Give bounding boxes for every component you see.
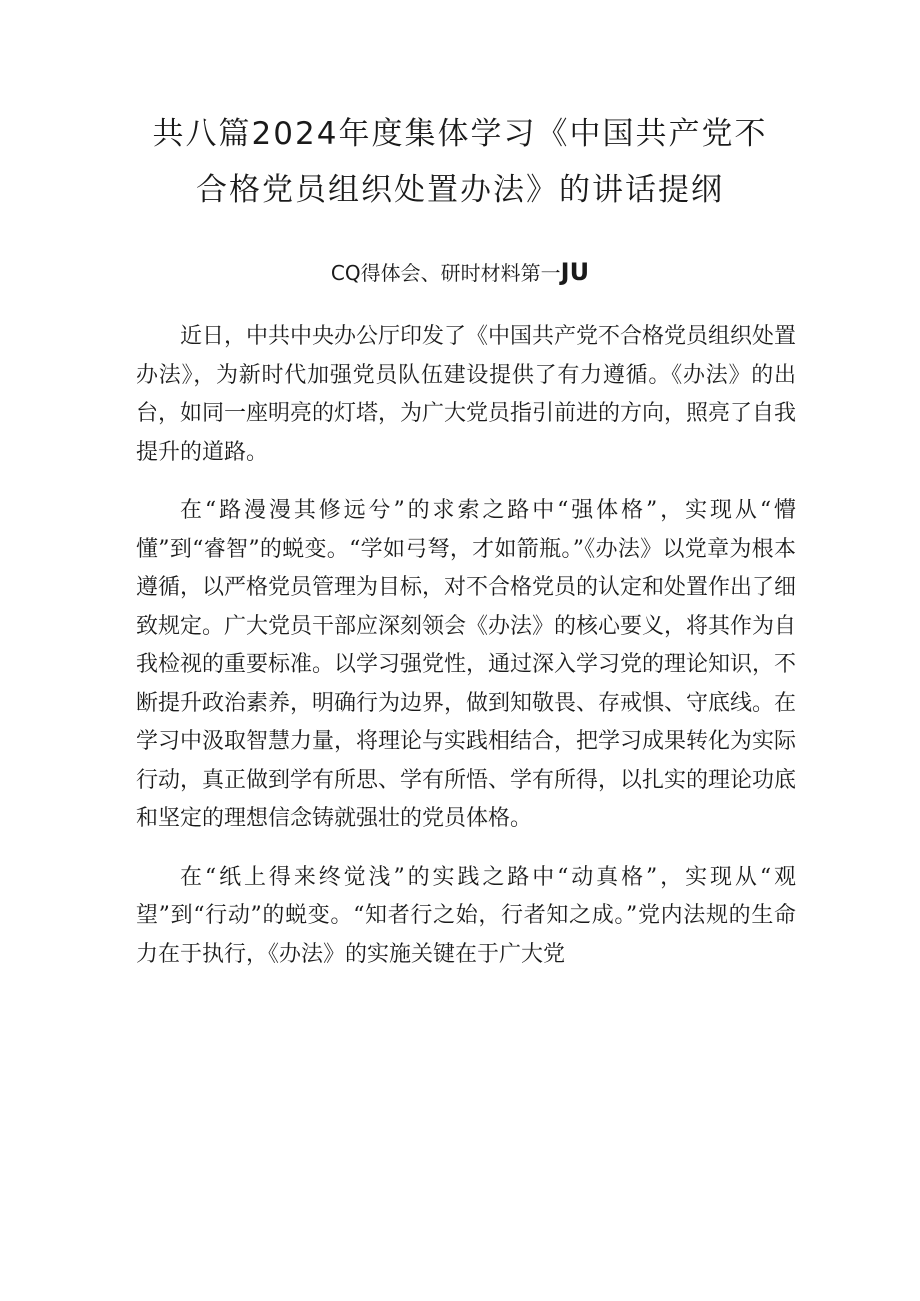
subtitle-accent: JU <box>560 258 590 286</box>
document-title <box>100 106 820 218</box>
title-line-2: 合格党员组织处置办法》的讲话提纲 <box>196 172 724 208</box>
subtitle-text: CQ得体会、研时材料第一 <box>330 261 561 285</box>
document-body <box>136 318 796 994</box>
title-line-1: 共八篇2024年度集体学习《中国共产党不 <box>152 116 768 152</box>
paragraph-3: 在“纸上得来终觉浅”的实践之路中“动真格”，实现从“观望”到“行动”的蜕变。“知者行之始，行者知之成。”党内法规的生命力在于执行，《办法》的实施关键在于广大党 <box>136 864 796 967</box>
paragraph-2: 在“路漫漫其修远兮”的求索之路中“强体格”，实现从“懵懂”到“睿智”的蜕变。“学如弓弩，才如箭瓶。”《办法》以党章为根本遵循，以严格党员管理为目标，对不合格党员的认定和处置作出了细致规定。广大党员干部应深刻领会《办法》的核心要义，将其作为自我检视的重要标准。以学习强党性，通过深入学习党的理论知识，不断提升政治素养，明确行为边界，做到知敬畏、存戒惧、守底线。在学习中汲取智慧力量，将理论与实践相结合，把学习成果转化为实际行动，真正做到学有所思、学有所悟、学有所得，以扎实的理论功底和坚定的理想信念铸就强壮的党员体格。 <box>136 498 797 831</box>
document-subtitle <box>100 256 820 289</box>
paragraph-1: 近日，中共中央办公厅印发了《中国共产党不合格党员组织处置办法》，为新时代加强党员队伍建设提供了有力遵循。《办法》的出台，如同一座明亮的灯塔，为广大党员指引前进的方向，照亮了自我提升的道路。 <box>136 324 797 465</box>
